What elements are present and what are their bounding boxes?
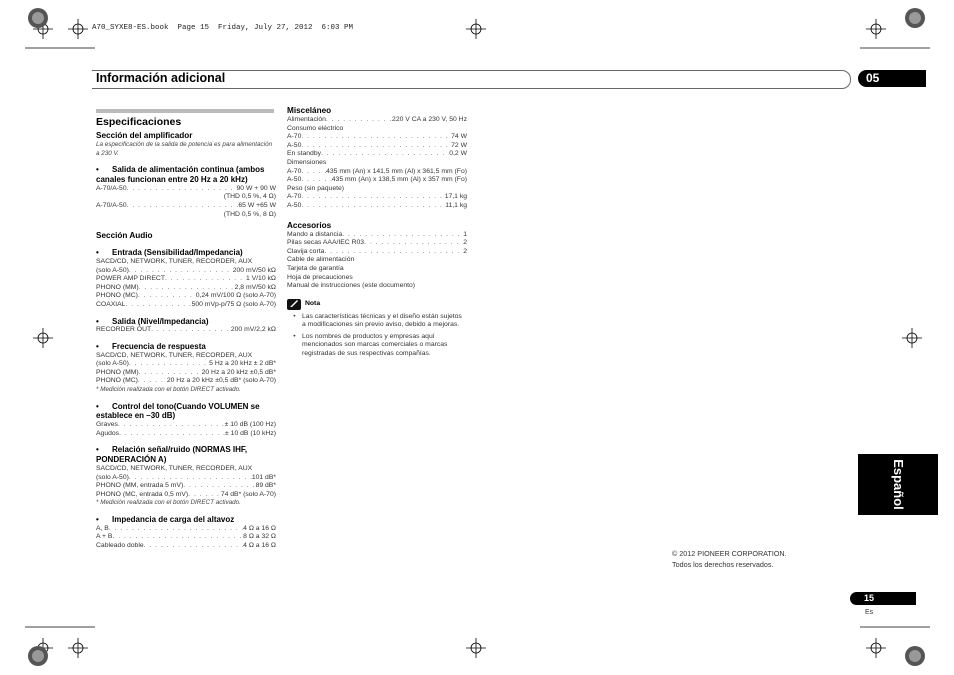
chapter-badge: 05 <box>858 70 926 87</box>
spec-row <box>96 430 276 439</box>
dot-leader <box>138 377 167 386</box>
snr-note: * Medición realizada con el botón DIRECT activado. <box>96 499 241 507</box>
crosshair-mark <box>866 638 886 658</box>
print-info: A70_SYXE8-ES.book Page 15 Friday, July 27, 2012 6:03 PM <box>92 24 354 32</box>
spec-value: 0,24 mV/100 Ω (solo A-70) <box>195 292 276 300</box>
freq-rows <box>96 360 276 386</box>
dot-leader <box>129 474 252 483</box>
spec-value: 20 Hz a 20 kHz ±0,5 dB* (solo A-70) <box>166 377 276 385</box>
input-line: SACD/CD, NETWORK, TUNER, RECORDER, AUX <box>96 257 253 265</box>
spec-value: 1 V/10 kΩ <box>245 275 276 283</box>
spec-row <box>96 185 276 194</box>
spec-value: 2 <box>463 239 467 247</box>
spec-row <box>96 202 276 211</box>
spec-value: 11,1 kg <box>445 201 467 209</box>
spec-value: 74 dB* (solo A-70) <box>220 490 276 498</box>
dot-leader <box>321 150 449 159</box>
spec-value: ± 10 dB (10 kHz) <box>225 429 276 437</box>
amp-note: La especificación de la salida de potencia es para alimentación a 230 V. <box>96 141 273 157</box>
spec-value: 90 W + 90 W <box>236 184 276 192</box>
misc-heading: Misceláneo <box>287 106 332 115</box>
input-heading: • Entrada (Sensibilidad/Impedancia) <box>96 248 243 258</box>
spec-label: (solo A-50) <box>96 473 129 481</box>
dot-leader <box>144 542 244 551</box>
spec-label: Mando a distancia <box>287 230 343 238</box>
spec-value: 4 Ω a 16 Ω <box>243 524 276 532</box>
page-number: 15 <box>850 592 916 605</box>
spec-row <box>96 267 276 276</box>
spec-row <box>287 150 467 159</box>
spec-label: PHONO (MM, entrada 5 mV) <box>96 482 184 490</box>
spec-row: (THD 0,5 %, 8 Ω) <box>223 210 276 218</box>
language-tab-label: Español <box>890 459 906 510</box>
spec-label: A-50 <box>287 201 302 209</box>
dot-leader <box>139 369 202 378</box>
spec-row <box>96 474 276 483</box>
spec-label: A-70 <box>287 133 302 141</box>
color-target-mark <box>28 8 48 28</box>
section-title: Especificaciones <box>96 116 182 128</box>
page-title: Información adicional <box>96 71 226 85</box>
color-target-mark <box>28 646 48 666</box>
spec-label: PHONO (MC, entrada 0,5 mV) <box>96 490 189 498</box>
spec-label: Cableado doble <box>96 542 144 549</box>
dot-leader <box>129 360 209 369</box>
input-rows <box>96 267 276 310</box>
spec-row <box>96 533 276 542</box>
nota-header <box>287 299 467 310</box>
spec-label: A-70/A-50 <box>96 184 127 192</box>
spec-value: 74 W <box>451 133 467 141</box>
dot-leader <box>342 231 463 240</box>
dot-leader <box>127 202 239 211</box>
spec-value: 65 W +65 W <box>238 201 276 209</box>
crosshair-mark <box>466 638 486 658</box>
dot-leader <box>183 482 255 491</box>
spec-value: 1 <box>463 230 467 238</box>
dot-leader <box>301 176 331 185</box>
spec-row <box>96 491 276 500</box>
spec-row <box>96 369 276 378</box>
spec-row <box>287 248 467 257</box>
spec-row <box>287 193 467 202</box>
color-target-mark <box>905 8 925 28</box>
crosshair-mark <box>866 19 886 39</box>
crosshair-mark <box>466 19 486 39</box>
spec-label: PHONO (MC) <box>96 292 138 300</box>
dot-leader <box>301 133 451 142</box>
spec-value: 5 Hz a 20 kHz ± 2 dB* <box>209 360 276 368</box>
tone-rows <box>96 421 276 438</box>
crosshair-mark <box>902 328 922 348</box>
output-rows <box>96 185 276 219</box>
spec-label: Clavija corta <box>287 247 325 255</box>
spec-label: A-70 <box>287 167 302 175</box>
spec-value: 101 dB* <box>251 473 276 481</box>
spec-row <box>287 176 467 185</box>
dot-leader <box>125 301 191 310</box>
dot-leader <box>301 142 451 151</box>
spec-label: A + B <box>96 533 113 541</box>
spec-label: A-50 <box>287 176 302 184</box>
audio-heading: Sección Audio <box>96 231 153 241</box>
snr-rows <box>96 474 276 500</box>
spec-row <box>287 142 467 151</box>
spec-label: A-70/A-50 <box>96 201 127 209</box>
spec-value: 4 Ω a 16 Ω <box>243 542 276 549</box>
spec-row: (THD 0,5 %, 4 Ω) <box>223 193 276 201</box>
list-item: • Los nombres de productos y empresas aquí mencionados son marcas comerciales o marcas registradas de sus respectivas compañías. <box>293 332 448 358</box>
section-bar <box>96 109 274 113</box>
spec-row: Dimensiones <box>287 158 327 166</box>
copyright-line: Todos los derechos reservados. <box>672 560 774 569</box>
spec-label: Graves <box>96 421 118 429</box>
snr-line: SACD/CD, NETWORK, TUNER, RECORDER, AUX <box>96 465 253 473</box>
freq-line: SACD/CD, NETWORK, TUNER, RECORDER, AUX <box>96 351 253 359</box>
spec-value: 20 Hz a 20 kHz ±0,5 dB* <box>201 368 276 376</box>
spec-row <box>287 116 467 125</box>
spec-label: En standby <box>287 150 322 158</box>
freq-note: * Medición realizada con el botón DIRECT activado. <box>96 386 241 394</box>
spec-value: 0,2 W <box>449 150 467 158</box>
spec-value: 89 dB* <box>255 482 276 490</box>
spec-row <box>96 482 276 491</box>
list-item: • Las características técnicas y el diseño están sujetos a modificaciones sin previo aviso, debido a mejoras. <box>293 312 462 329</box>
spec-value: 435 mm (An) x 138,5 mm (Al) x 357 mm (Fo) <box>331 176 467 184</box>
spec-label: PHONO (MM) <box>96 368 139 376</box>
spec-row <box>96 275 276 284</box>
spec-row: Tarjeta de garantía <box>287 264 344 272</box>
nota-list <box>287 313 467 359</box>
spec-value: 2,8 mV/50 kΩ <box>234 283 276 291</box>
dot-leader <box>118 421 225 430</box>
spec-label: A-70 <box>287 193 302 201</box>
nota-label: Nota <box>305 299 321 307</box>
dot-leader <box>364 239 463 248</box>
specs-right-column <box>287 106 467 362</box>
spec-value: 8 Ω a 32 Ω <box>243 533 276 541</box>
color-target-mark <box>905 646 925 666</box>
spec-row <box>96 525 276 534</box>
spec-row <box>96 377 276 386</box>
dot-leader <box>324 248 463 257</box>
dot-leader <box>129 267 233 276</box>
spec-label: RECORDER OUT <box>96 326 152 334</box>
dot-leader <box>112 533 243 542</box>
spec-row <box>287 231 467 240</box>
spec-value: 2 <box>463 247 467 255</box>
spec-label: Agudos <box>96 429 120 437</box>
spec-value: 200 mV/50 kΩ <box>232 266 276 274</box>
spec-value: 220 V CA a 230 V, 50 Hz <box>392 116 467 123</box>
output-level-rows <box>96 326 276 335</box>
spec-value: 72 W <box>451 141 467 149</box>
dot-leader <box>151 326 231 335</box>
page-language: Es <box>865 609 874 616</box>
spec-label: (solo A-50) <box>96 360 129 368</box>
spec-value: 435 mm (An) x 141,5 mm (Al) x 361,5 mm (Fo) <box>326 167 467 175</box>
dot-leader <box>138 292 196 301</box>
spec-row: Manual de instrucciones (este documento) <box>287 282 416 290</box>
spec-row <box>96 326 276 335</box>
note-pen-icon <box>287 299 301 310</box>
copyright <box>672 548 787 570</box>
spec-value: 17,1 kg <box>444 193 467 201</box>
spec-row: Hoja de precauciones <box>287 273 353 281</box>
spec-row <box>287 202 467 211</box>
dot-leader <box>109 525 243 534</box>
spec-label: PHONO (MC) <box>96 377 138 385</box>
spec-row <box>96 292 276 301</box>
spec-row: Consumo eléctrico <box>287 124 344 132</box>
spec-label: PHONO (MM) <box>96 283 139 291</box>
dot-leader <box>301 193 444 202</box>
misc-rows <box>287 116 467 211</box>
spec-row <box>96 421 276 430</box>
spec-row <box>96 542 276 551</box>
dot-leader <box>326 116 392 125</box>
crosshair-mark <box>68 638 88 658</box>
crosshair-mark <box>68 19 88 39</box>
dot-leader <box>188 491 221 500</box>
speaker-heading: • Impedancia de carga del altavoz <box>96 515 235 525</box>
spec-label: POWER AMP DIRECT <box>96 275 165 283</box>
spec-row <box>96 360 276 369</box>
spec-row: Peso (sin paquete) <box>287 184 345 192</box>
acc-rows <box>287 231 467 291</box>
spec-value: 200 mV/2,2 kΩ <box>230 326 276 334</box>
tone-heading: • Control del tono(Cuando VOLUMEN se establece en –30 dB) <box>96 401 260 421</box>
spec-row <box>287 168 467 177</box>
dot-leader <box>139 284 235 293</box>
spec-label: COAXIAL <box>96 300 126 308</box>
dot-leader <box>301 168 326 177</box>
output-heading: • Salida de alimentación continua (ambos canales funcionan entre 20 Hz a 20 kHz) <box>96 165 265 184</box>
speaker-rows <box>96 525 276 551</box>
spec-row: Cable de alimentación <box>287 256 355 264</box>
spec-label: A, B <box>96 524 109 532</box>
dot-leader <box>165 275 246 284</box>
spec-value: 500 mVp-p/75 Ω (solo A-70) <box>191 300 276 308</box>
dot-leader <box>119 430 225 439</box>
spec-label: Pilas secas AAA/IEC R03 <box>287 239 365 247</box>
spec-label: A-50 <box>287 141 302 149</box>
freq-heading: • Frecuencia de respuesta <box>96 341 206 351</box>
copyright-line: © 2012 PIONEER CORPORATION. <box>672 549 787 558</box>
output-level-heading: • Salida (Nivel/Impedancia) <box>96 316 209 326</box>
spec-row <box>96 301 276 310</box>
spec-value: ± 10 dB (100 Hz) <box>224 421 276 429</box>
amp-heading: Sección del amplificador <box>96 131 193 140</box>
crosshair-mark <box>33 328 53 348</box>
spec-label: (solo A-50) <box>96 266 129 274</box>
spec-label: Alimentación <box>287 116 326 123</box>
spec-row <box>287 239 467 248</box>
snr-heading: • Relación señal/ruido (NORMAS IHF, PONDERACIÓN A) <box>96 445 248 465</box>
dot-leader <box>301 202 445 211</box>
specs-left-column <box>96 131 276 551</box>
dot-leader <box>127 185 237 194</box>
spec-row <box>96 284 276 293</box>
spec-row <box>287 133 467 142</box>
acc-heading: Accesorios <box>287 220 332 230</box>
